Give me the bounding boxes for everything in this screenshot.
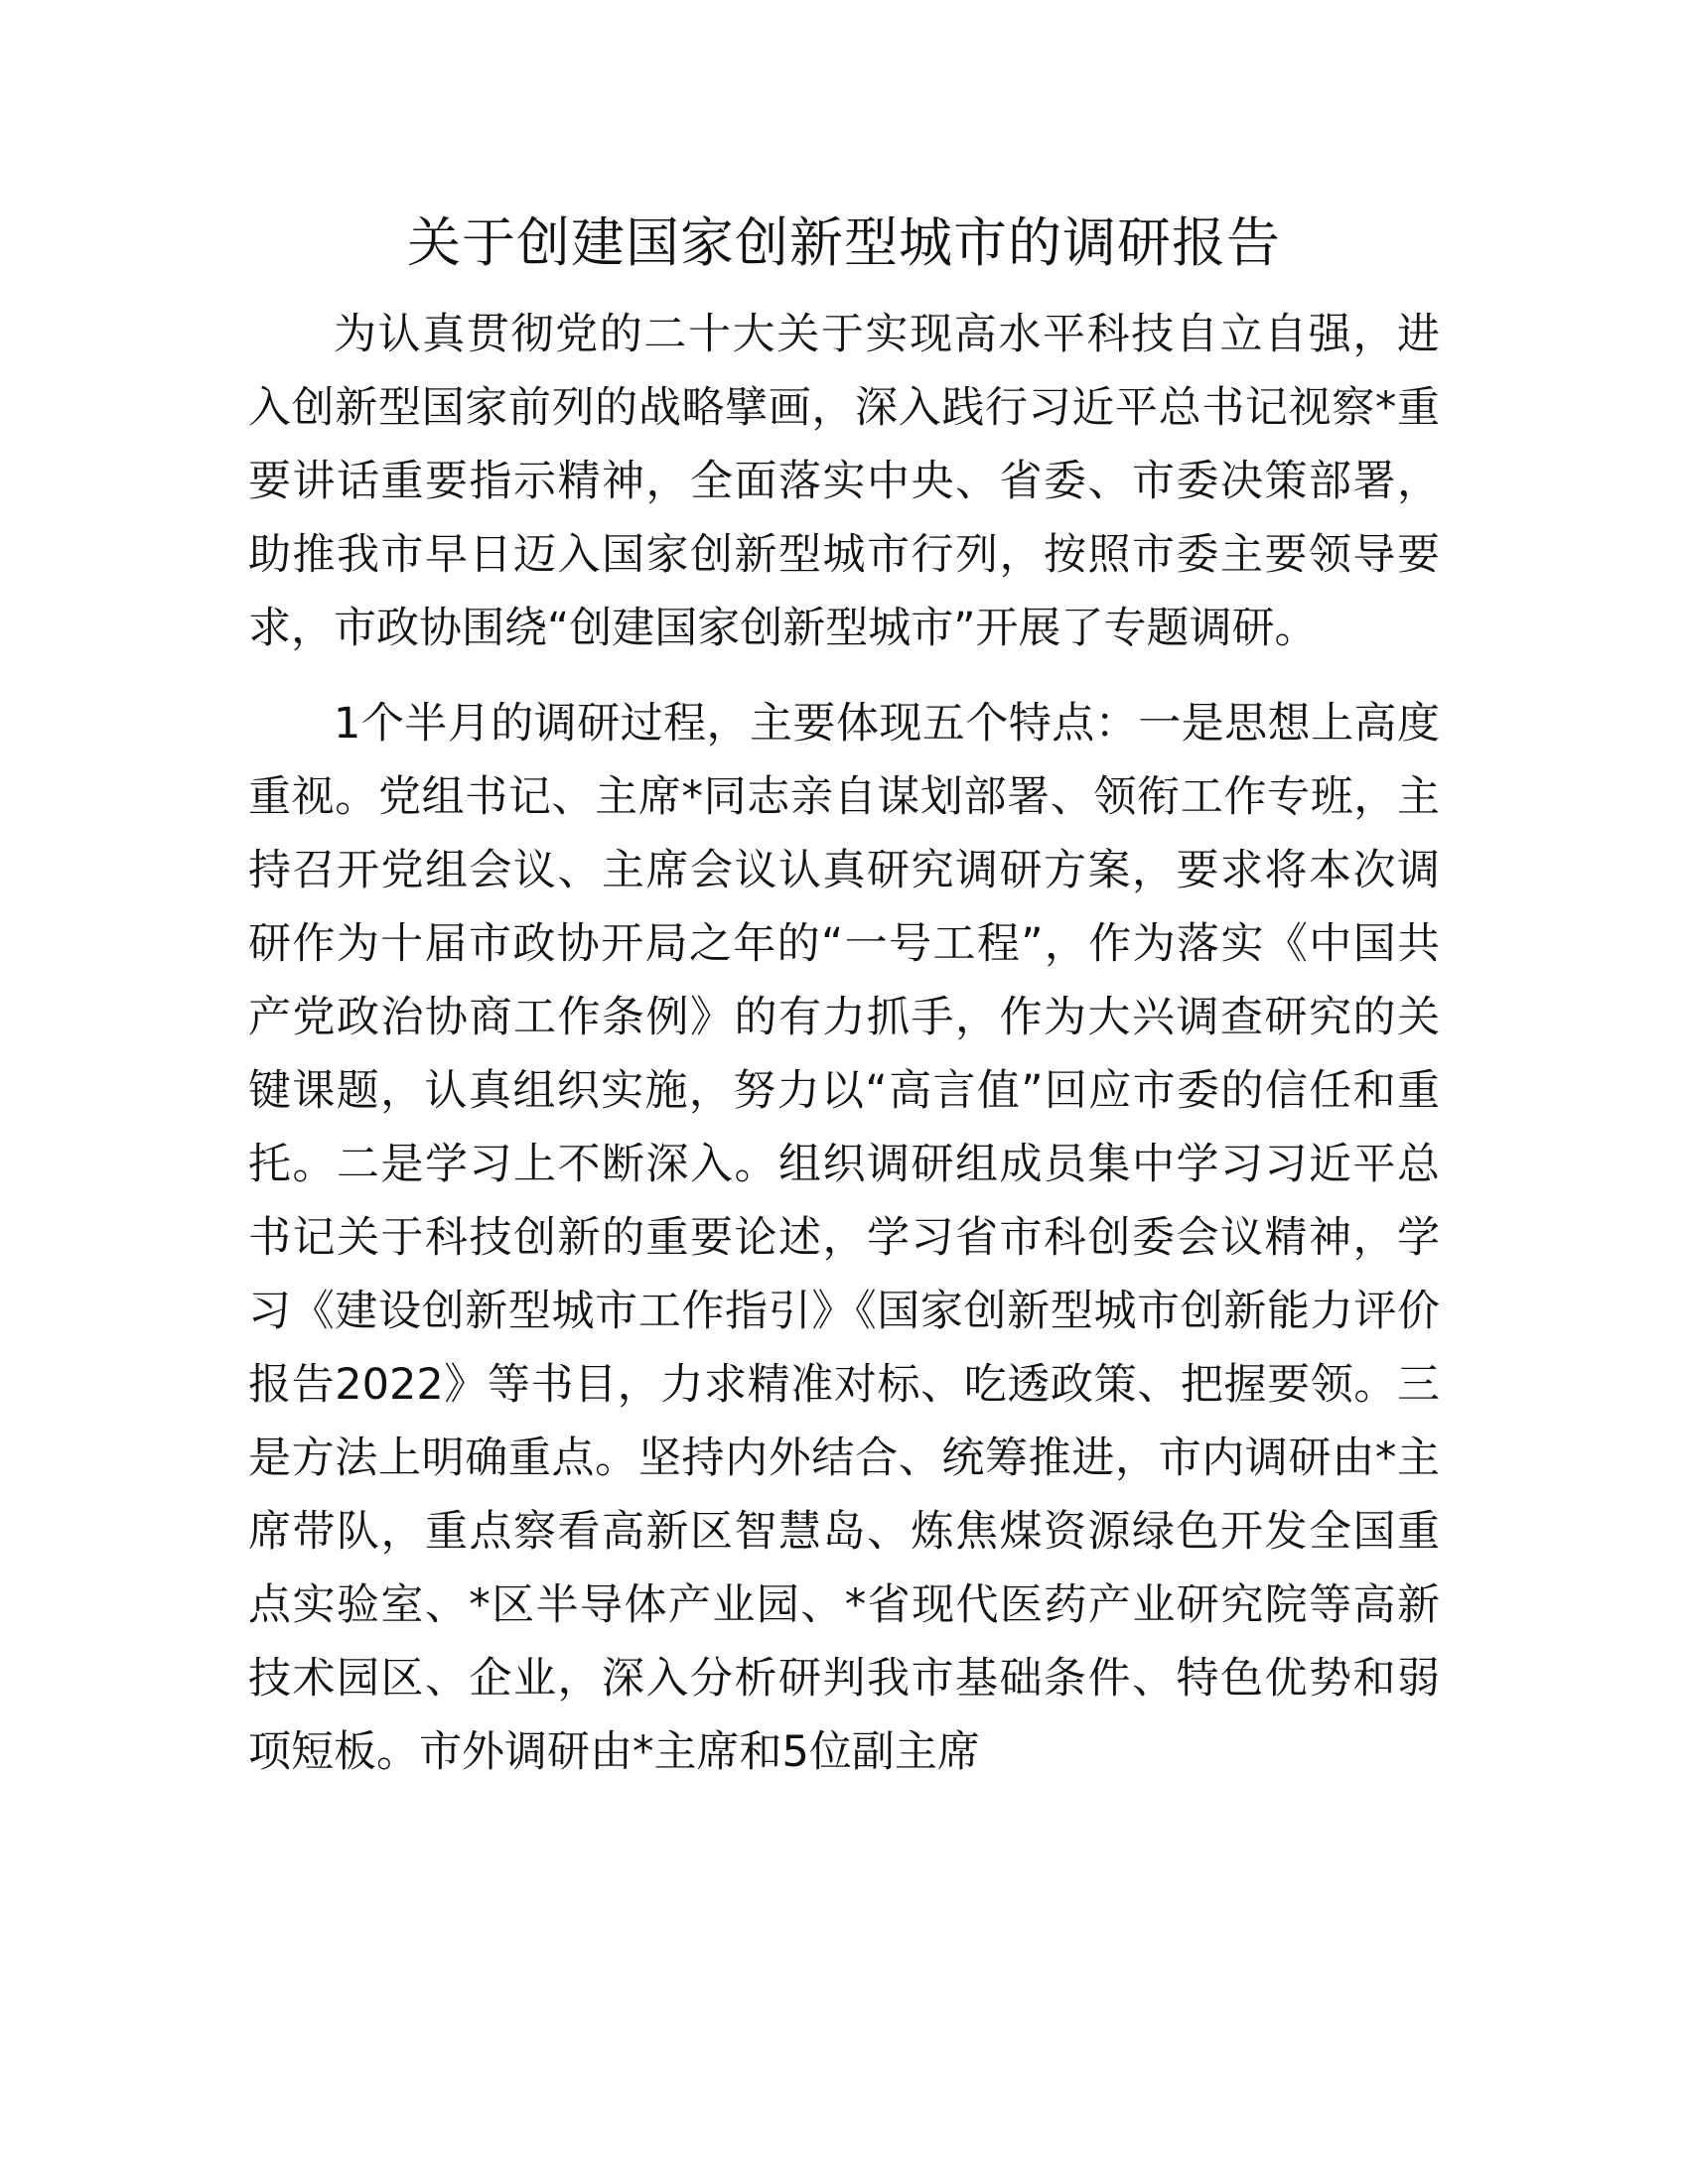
document-page xyxy=(248,199,1440,1789)
paragraph-process: 1个半月的调研过程，主要体现五个特点：一是思想上高度重视。党组书记、主席*同志亲自谋划部署、领衔工作专班，主持召开党组会议、主席会议认真研究调研方案，要求将本次调研作为十届市政协开局之年的“一号工程”，作为落实《中国共产党政治协商工作条例》的有力抓手，作为大兴调查研究的关键课题，认真组织实施，努力以“高言值”回应市委的信任和重托。二是学习上不断深入。组织调研组成员集中学习习近平总书记关于科技创新的重要论述，学习省市科创委会议精神，学习《建设创新型城市工作指引》《国家创新型城市创新能力评价报告2022》等书目，力求精准对标、吃透政策、把握要领。三是方法上明确重点。坚持内外结合、统筹推进，市内调研由*主席带队，重点察看高新区智慧岛、炼焦煤资源绿色开发全国重点实验室、*区半导体产业园、*省现代医药产业研究院等高新技术园区、企业，深入分析研判我市基础条件、特色优势和弱项短板。市外调研由*主席和5位副主席 xyxy=(248,699,1440,1777)
document-title: 关于创建国家创新型城市的调研报告 xyxy=(407,211,1281,274)
paragraph-intro: 为认真贯彻党的二十大关于实现高水平科技自立自强，进入创新型国家前列的战略擘画，深入践行习近平总书记视察*重要讲话重要指示精神，全面落实中央、省委、市委决策部署，助推我市早日迈入国家创新型城市行列，按照市委主要领导要求，市政协围绕“创建国家创新型城市”开展了专题调研。 xyxy=(248,310,1440,653)
